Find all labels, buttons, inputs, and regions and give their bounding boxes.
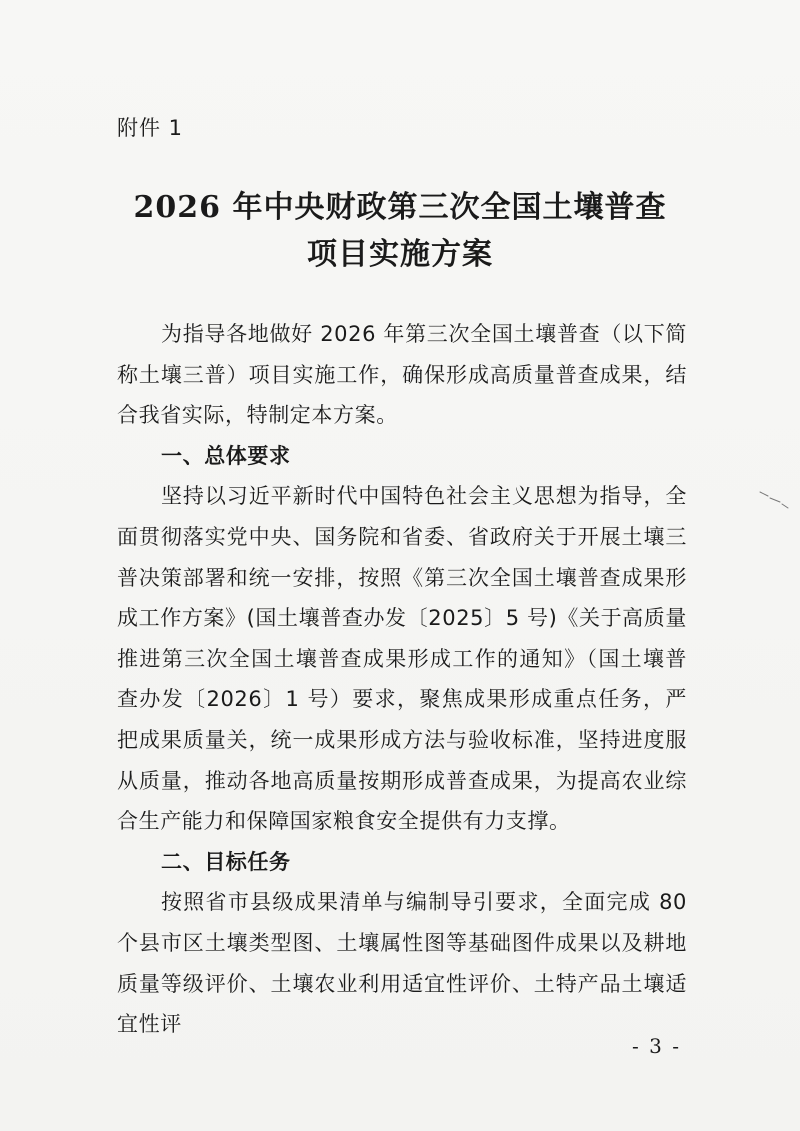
- section-2-heading: 二、目标任务: [161, 849, 291, 874]
- document-body: [117, 314, 687, 1045]
- document-title-line-2: 项目实施方案: [307, 237, 493, 272]
- scan-smudge-mark: [758, 488, 790, 514]
- attachment-label: 附件 1: [117, 116, 184, 140]
- page-number: - 3 -: [632, 1034, 681, 1058]
- section-2-paragraph: 按照省市县级成果清单与编制导引要求，全面完成 80 个县市区土壤类型图、土壤属性图等基础图件成果以及耕地质量等级评价、土壤农业利用适宜性评价、土特产品土壤适宜性评: [117, 890, 687, 1037]
- section-1-heading: 一、总体要求: [161, 443, 291, 468]
- section-1-paragraph: 坚持以习近平新时代中国特色社会主义思想为指导，全面贯彻落实党中央、国务院和省委、省政府关于开展土壤三普决策部署和统一安排，按照《第三次全国土壤普查成果形成工作方案》(国土壤普查办发〔2025〕5 号)《关于高质量推进第三次全国土壤普查成果形成工作的通知》（国土壤普查办发〔2026〕1 号）要求，聚焦成果形成重点任务，严把成果质量关，统一成果形成方法与验收标准，坚持进度服从质量，推动各地高质量按期形成普查成果，为提高农业综合生产能力和保障国家粮食安全提供有力支撑。: [117, 484, 687, 834]
- intro-paragraph: 为指导各地做好 2026 年第三次全国土壤普查（以下简称土壤三普）项目实施工作，确保形成高质量普查成果，结合我省实际，特制定本方案。: [117, 322, 687, 428]
- document-title-line-1: 2026 年中央财政第三次全国土壤普查: [133, 190, 667, 225]
